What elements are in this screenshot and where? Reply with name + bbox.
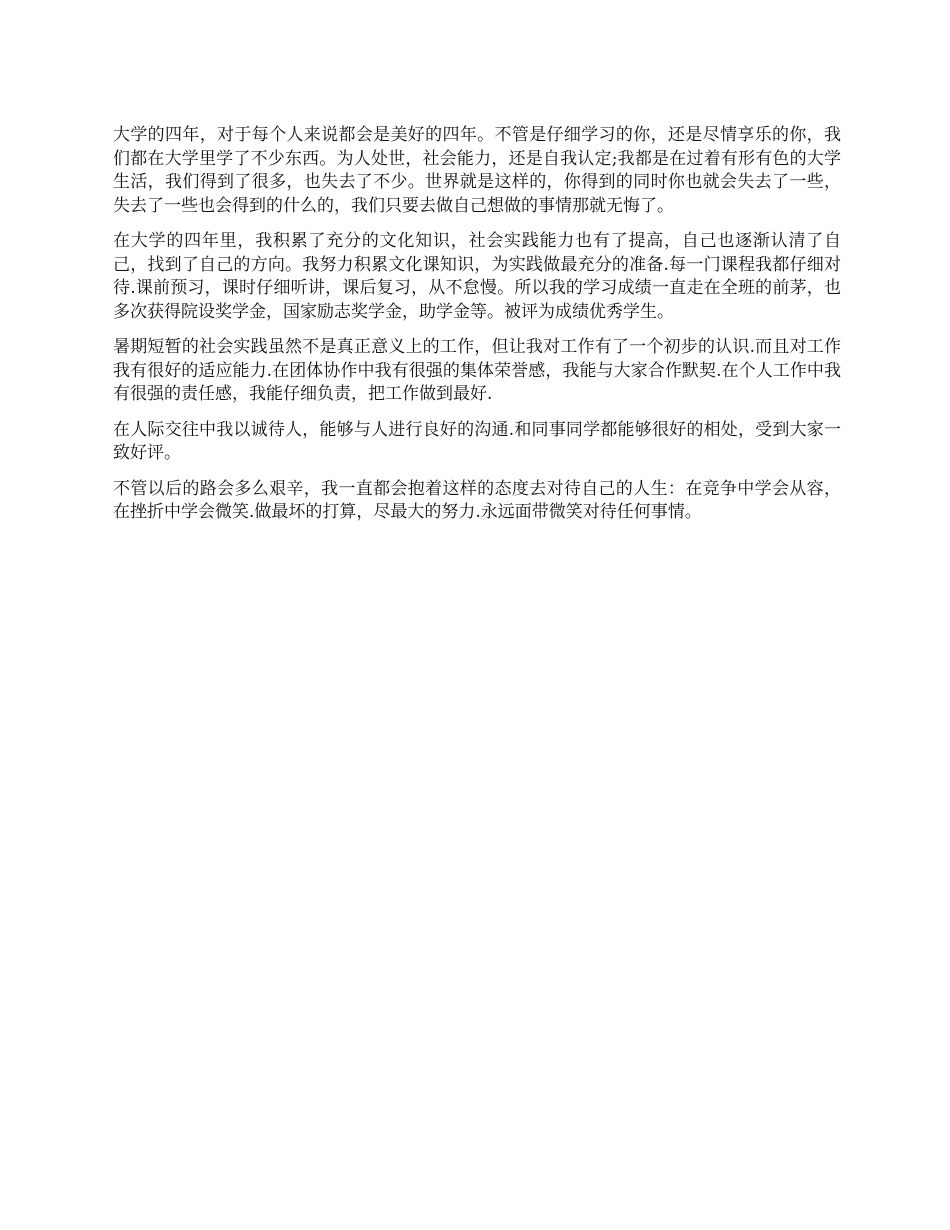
paragraph-5: 不管以后的路会多么艰辛，我一直都会抱着这样的态度去对待自己的人生：在竞争中学会从容，在挫折中学会微笑.做最坏的打算，尽最大的努力.永远面带微笑对待任何事情。 [113,478,841,522]
paragraph-1: 大学的四年，对于每个人来说都会是美好的四年。不管是仔细学习的你，还是尽情享乐的你，我们都在大学里学了不少东西。为人处世，社会能力，还是自我认定;我都是在过着有形有色的大学生活，我们得到了很多，也失去了不少。世界就是这样的，你得到的同时你也就会失去了一些，失去了一些也会得到的什么的，我们只要去做自己想做的事情那就无悔了。 [113,125,841,216]
paragraph-3: 暑期短暂的社会实践虽然不是真正意义上的工作，但让我对工作有了一个初步的认识.而且对工作我有很好的适应能力.在团体协作中我有很强的集体荣誉感，我能与大家合作默契.在个人工作中我有很强的责任感，我能仔细负责，把工作做到最好. [113,337,841,404]
paragraph-2: 在大学的四年里，我积累了充分的文化知识，社会实践能力也有了提高，自己也逐渐认清了自己，找到了自己的方向。我努力积累文化课知识，为实践做最充分的准备.每一门课程我都仔细对待.课前预习，课时仔细听讲，课后复习，从不怠慢。所以我的学习成绩一直走在全班的前茅，也多次获得院设奖学金，国家励志奖学金，助学金等。被评为成绩优秀学生。 [113,231,841,322]
document-body [113,124,841,537]
paragraph-4: 在人际交往中我以诚待人，能够与人进行良好的沟通.和同事同学都能够很好的相处，受到大家一致好评。 [113,419,841,463]
